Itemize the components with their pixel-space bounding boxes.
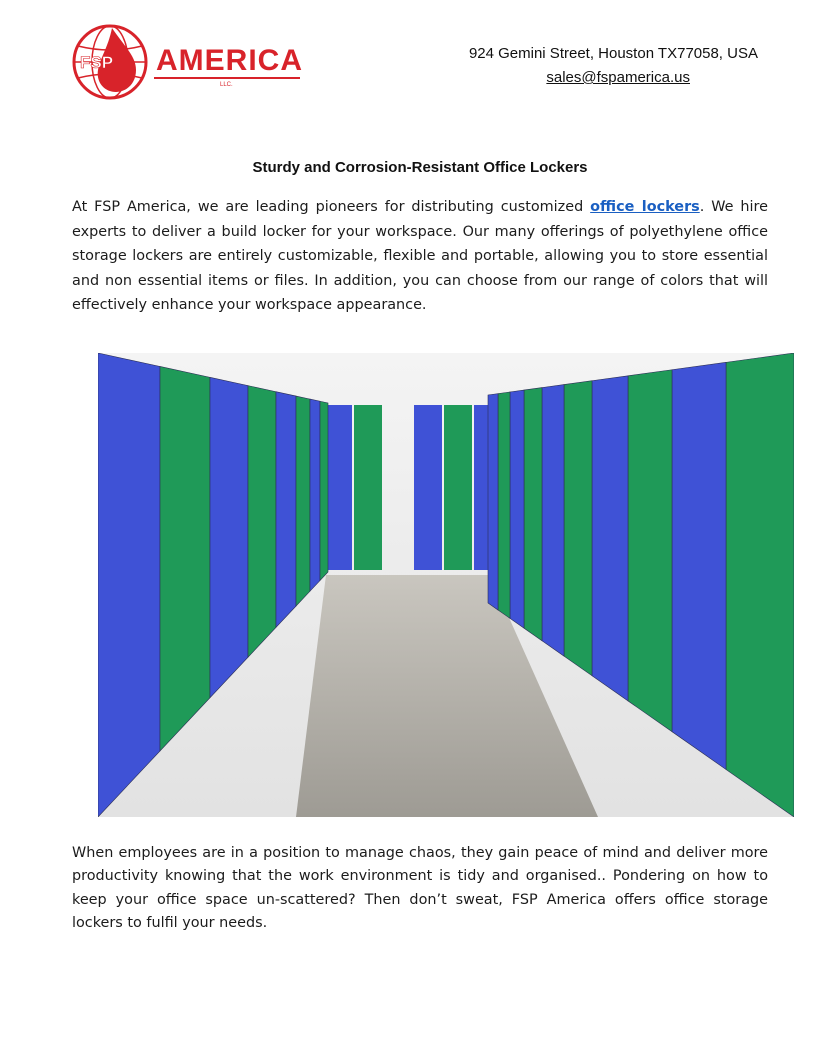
- company-logo: [72, 20, 304, 104]
- left-locker: [276, 392, 296, 628]
- email-link[interactable]: sales@fspamerica.us: [546, 69, 690, 86]
- lockers-photo: [98, 353, 794, 817]
- right-locker: [488, 394, 498, 610]
- right-locker: [542, 385, 564, 657]
- right-locker: [592, 376, 628, 701]
- contact-info: [469, 42, 758, 90]
- logo-brand-text: AMERICA: [156, 44, 303, 77]
- intro-paragraph: [72, 195, 768, 318]
- intro-text-after: . We hire experts to deliver a build locker for your workspace. Our many offerings of polyethylene office storage lockers are entirely customizable, flexible and portable, allowing you to store essential and non essential items or files. In addition, you can choose from our range of colors that will effectively enhance your workspace appearance.: [72, 199, 768, 313]
- right-locker: [628, 370, 672, 732]
- right-locker: [726, 353, 794, 817]
- left-locker: [160, 366, 210, 750]
- right-locker: [510, 390, 524, 628]
- left-locker: [98, 353, 160, 817]
- right-locker: [498, 392, 510, 618]
- logo-llc-text: LLC.: [220, 82, 233, 88]
- logo-fsp-text: FSP: [80, 53, 114, 72]
- intro-text-before: At FSP America, we are leading pioneers for distributing customized: [72, 199, 591, 215]
- left-locker: [210, 377, 248, 697]
- right-locker: [524, 388, 542, 641]
- right-locker: [564, 381, 592, 676]
- left-locker: [248, 386, 276, 658]
- address-text: 924 Gemini Street, Houston TX77058, USA: [468, 45, 758, 62]
- left-locker: [320, 401, 328, 580]
- left-locker: [310, 399, 320, 591]
- office-lockers-link[interactable]: office lockers: [590, 199, 700, 215]
- left-locker: [296, 396, 310, 606]
- page-title: Sturdy and Corrosion-Resistant Office Lockers: [252, 159, 588, 176]
- closing-paragraph: When employees are in a position to manage chaos, they gain peace of mind and deliver more productivity knowing that the work environment is tidy and organised.. Pondering on how to keep your office space un-scattered? Then don’t sweat, FSP America offers office storage lockers to fulfil your needs.: [72, 845, 768, 931]
- right-locker: [672, 362, 726, 769]
